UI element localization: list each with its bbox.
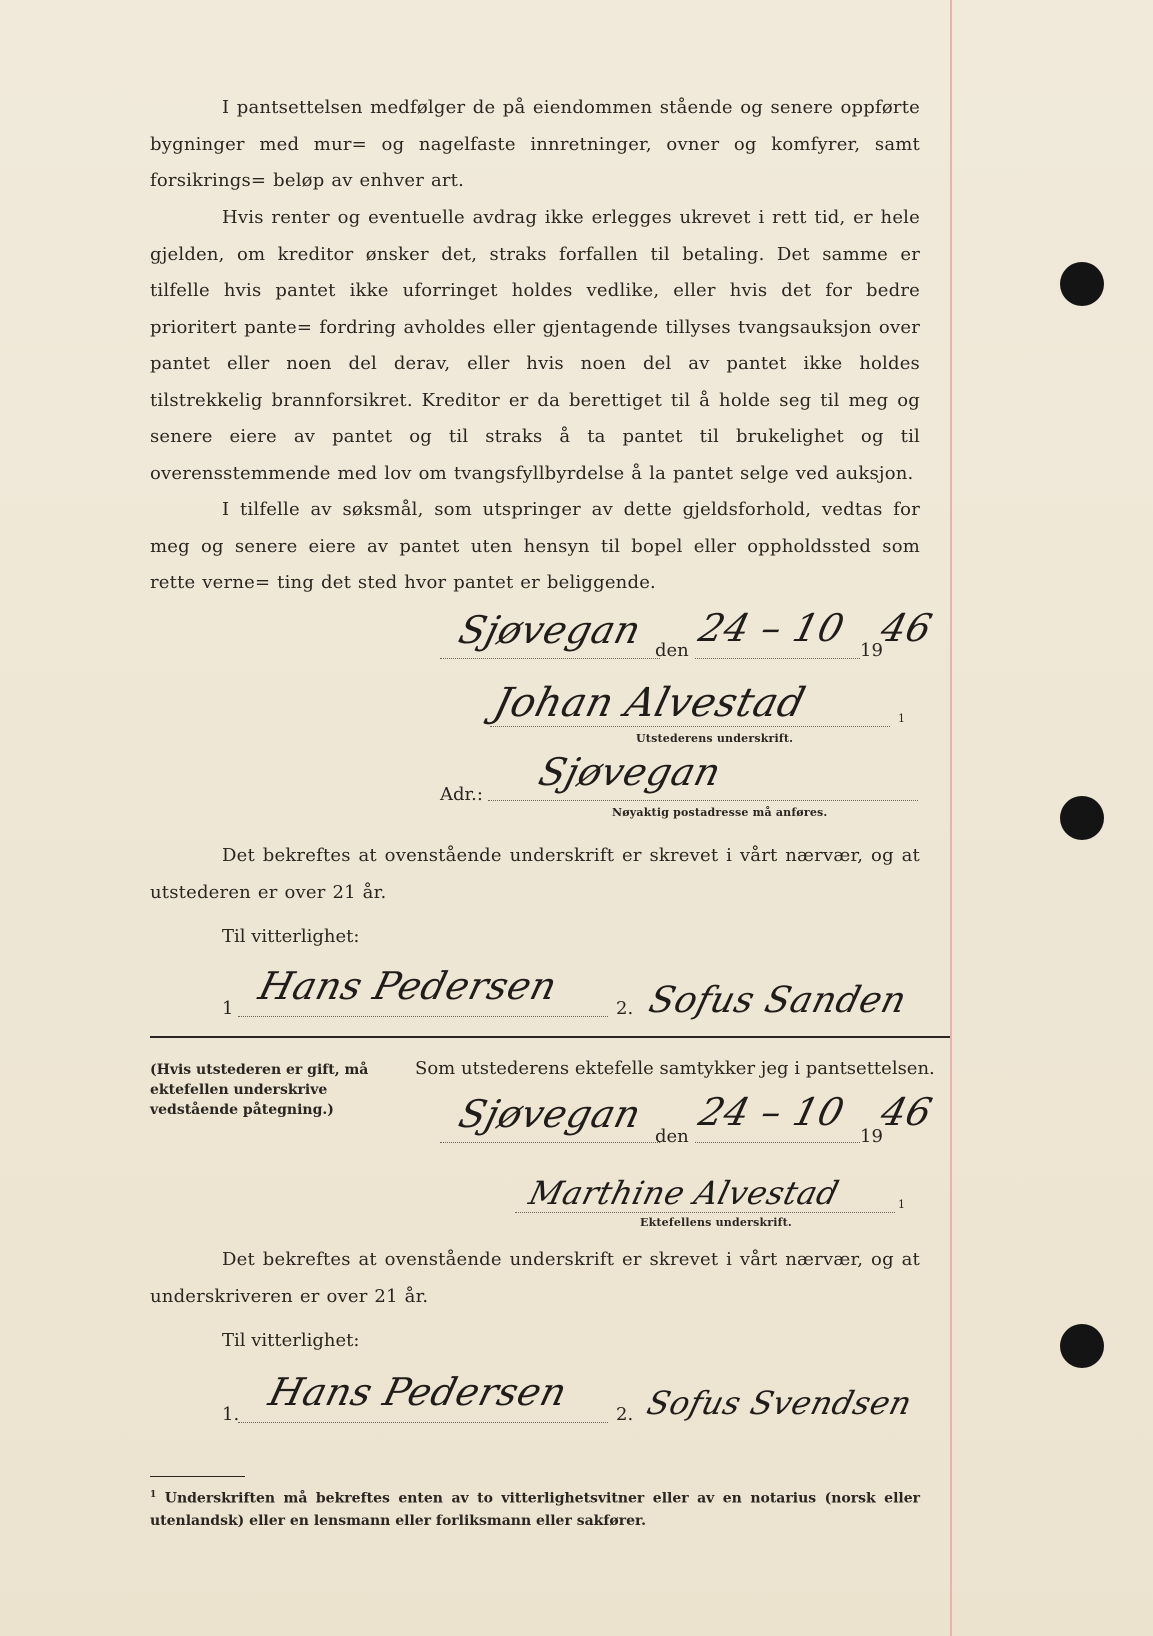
spouse-year-prefix: 19	[860, 1126, 883, 1147]
issuer-place-handwritten: Sjøvegan	[454, 608, 646, 652]
issuer-year-handwritten: 46	[876, 606, 937, 650]
witness-confirmation-1: Det bekreftes at ovenstående underskrift er skrevet i vårt nærvær, og at utstederen er over 21 år.	[150, 845, 920, 903]
issuer-date-handwritten: 24 – 10	[694, 606, 849, 650]
witness-heading-1: Til vitterlighet:	[222, 926, 360, 947]
spouse-date-handwritten: 24 – 10	[694, 1090, 849, 1134]
spouse-year-handwritten: 46	[876, 1090, 937, 1134]
footnote-text: Underskriften må bekreftes enten av to vitterlighetsvitner eller av en notarius (norsk eller utenlandsk) eller en lensmann eller forliksmann eller sakfører.	[150, 1490, 921, 1529]
paragraph-inclusions: I pantsettelsen medfølger de på eiendommen stående og senere oppførte bygninger med mur= og nagelfaste innretninger, ovner og komfyrer, samt forsikrings= beløp av enhver art.	[150, 97, 920, 191]
spouse-signature-handwritten: Marthine Alvestad	[525, 1174, 844, 1212]
spouse-signature-caption: Ektefellens underskrift.	[640, 1216, 792, 1229]
witness-dotline-1	[238, 1016, 608, 1017]
punch-hole	[1060, 796, 1104, 840]
address-label: Adr.:	[440, 784, 483, 805]
paragraph-default-terms: Hvis renter og eventuelle avdrag ikke erlegges ukrevet i rett tid, er hele gjelden, om kreditor ønsker det, straks forfallen til betaling. Det samme er tilfelle hvis pantet ikke uforringet holdes vedlike, eller hvis det for bedre prioritert pante= fordring avholdes eller gjentagende tillyses tvangsauksjon over pantet eller noen del derav, eller hvis noen del av pantet ikke holdes tilstrekkelig brannforsikret. Kreditor er da berettiget til å holde seg til meg og senere eiere av pantet og til straks å ta pantet til brukelighet og til overensstemmende med lov om tvangsfyllbyrdelse å la pantet selge ved auksjon.	[150, 207, 920, 484]
section-divider	[150, 1036, 950, 1038]
witness2-dotline-1	[238, 1422, 608, 1423]
spouse-footnote-mark: 1	[898, 1198, 905, 1211]
place-dotline	[440, 658, 660, 659]
spouse-date-dotline	[695, 1142, 860, 1143]
witness2-number-1: 1.	[222, 1404, 240, 1425]
spouse-consent-text: Som utstederens ektefelle samtykker jeg i pantsettelsen.	[415, 1058, 935, 1079]
witness-number-2: 2.	[616, 998, 634, 1019]
spouse-place-handwritten: Sjøvegan	[454, 1092, 646, 1136]
den-label: den	[655, 640, 689, 661]
spouse-den-label: den	[655, 1126, 689, 1147]
footnote-sup: 1	[150, 1490, 157, 1500]
address-handwritten: Sjøvegan	[534, 750, 726, 794]
paragraph-jurisdiction: I tilfelle av søksmål, som utspringer av dette gjeldsforhold, vedtas for meg og senere eiere av pantet uten hensyn til bopel eller oppholdssted som rette verne= ting det sted hvor pantet er beliggende.	[150, 499, 920, 593]
spouse-side-note: (Hvis utstederen er gift, må ektefellen underskrive vedstående påtegning.)	[150, 1062, 369, 1118]
issuer-signature-caption: Utstederens underskrift.	[636, 732, 794, 745]
witness-heading-2: Til vitterlighet:	[222, 1330, 360, 1351]
witness2-name1-handwritten: Hans Pedersen	[264, 1370, 572, 1414]
witness2-number-2: 2.	[616, 1404, 634, 1425]
year-prefix: 19	[860, 640, 883, 661]
punch-hole	[1060, 1324, 1104, 1368]
witness-number-1: 1	[222, 998, 234, 1019]
spouse-place-dotline	[440, 1142, 660, 1143]
witness1-name2-handwritten: Sofus Sanden	[644, 980, 911, 1021]
punch-hole	[1060, 262, 1104, 306]
margin-line	[950, 0, 952, 1636]
date-dotline	[695, 658, 860, 659]
address-dotline	[488, 800, 918, 801]
witness-confirmation-2: Det bekreftes at ovenstående underskrift er skrevet i vårt nærvær, og at underskriveren er over 21 år.	[150, 1249, 920, 1307]
address-caption: Nøyaktig postadresse må anføres.	[612, 806, 828, 819]
witness1-name1-handwritten: Hans Pedersen	[254, 964, 562, 1008]
spouse-signature-dotline	[515, 1212, 895, 1213]
footnote-rule	[150, 1476, 245, 1477]
footnote-mark: 1	[898, 712, 905, 725]
issuer-signature-handwritten: Johan Alvestad	[489, 680, 810, 726]
witness2-name2-handwritten: Sofus Svendsen	[643, 1384, 916, 1422]
signature-dotline	[490, 726, 890, 727]
footnote	[150, 1484, 920, 1532]
